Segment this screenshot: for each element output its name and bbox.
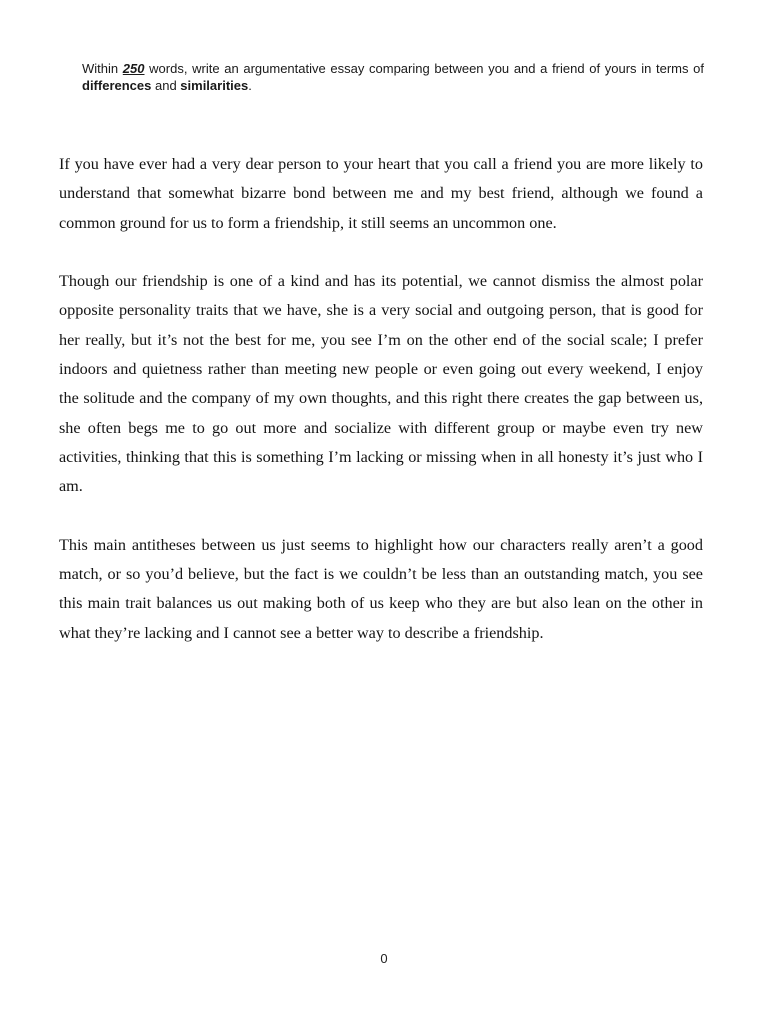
essay-prompt (82, 60, 704, 94)
prompt-text-4: . (248, 78, 252, 93)
essay-paragraph-3: This main antitheses between us just seems to highlight how our characters really aren’t a good match, or so you’d believe, but the fact is we couldn’t be less than an outstanding match, you see this main trait balances us out making both of us keep who they are but also lean on the other in what they’re lacking and I cannot see a better way to describe a friendship. (59, 535, 703, 642)
prompt-keyword-differences: differences (82, 78, 152, 93)
essay-body (59, 150, 703, 677)
essay-paragraph-1: If you have ever had a very dear person to your heart that you call a friend you are more likely to understand that somewhat bizarre bond between me and my best friend, although we found a common ground for us to form a friendship, it still seems an uncommon one. (59, 155, 703, 232)
prompt-text-3: and (151, 78, 181, 93)
prompt-text-2: words, write an argumentative essay comparing between you and a friend of yours in terms of (144, 61, 704, 76)
page-number: 0 (380, 951, 388, 966)
prompt-keyword-similarities: similarities (180, 78, 249, 93)
prompt-word-limit: 250 (122, 61, 145, 76)
prompt-text-1: Within (82, 61, 123, 76)
essay-paragraph-2: Though our friendship is one of a kind and has its potential, we cannot dismiss the almost polar opposite personality traits that we have, she is a very social and outgoing person, that is good for her really, but it’s not the best for me, you see I’m on the other end of the social scale; I prefer indoors and quietness rather than meeting new people or even going out every weekend, I enjoy the solitude and the company of my own thoughts, and this right there creates the gap between us, she often begs me to go out more and socialize with different group or maybe even try new activities, thinking that this is something I’m lacking or missing when in all honesty it’s just who I am. (59, 272, 703, 496)
